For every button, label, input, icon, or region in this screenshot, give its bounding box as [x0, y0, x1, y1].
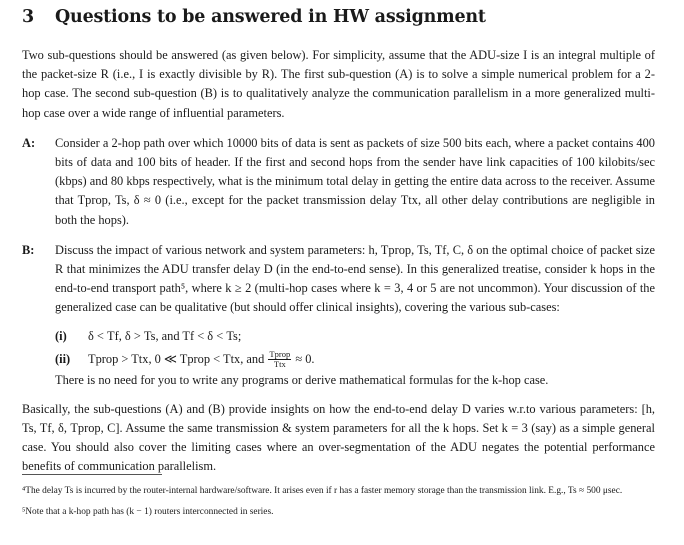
- sub-case-i-text: δ < Tf, δ > Ts, and Tf < δ < Ts;: [88, 328, 242, 343]
- section-number: 3: [22, 7, 34, 27]
- sub-case-ii: [55, 348, 655, 371]
- sub-case-ii-text: Tprop > Ttx, 0 ≪ Tprop < Ttx, and: [88, 351, 265, 366]
- footnote-rule: [22, 474, 162, 475]
- footnote-5: ⁵Note that a k-hop path has (k − 1) routers interconnected in series.: [22, 506, 274, 517]
- question-a: [22, 134, 655, 230]
- question-b-note: There is no need for you to write any programs or derive mathematical formulas for the k-hop case.: [55, 372, 549, 387]
- section-title: Questions to be answered in HW assignment: [55, 7, 486, 27]
- sub-case-i-label: (i): [55, 328, 67, 343]
- sub-case-list: [55, 325, 655, 371]
- question-a-text: Consider a 2-hop path over which 10000 bits of data is sent as packets of size 500 bits each, where a packet contains 400 bits of data and 100 bits of header. If the first and second hops from the sender have link capacities of 100 kilobits/sec (kbps) and 80 kbps respectively, what is the minimum total delay in getting the entire data across to the receiver. Assume that Tprop, Ts, δ ≈ 0 (i.e., except for the packet transmission delay Ttx, all other delay contributions are negligible in both the hops).: [55, 135, 655, 227]
- section-heading: [22, 0, 655, 29]
- sub-case-i: [55, 325, 655, 348]
- question-b-text: Discuss the impact of various network and system parameters: h, Tprop, Ts, Tf, C, δ on the optimal choice of packet size R that minimizes the ADU transfer delay D (in the end-to-end sense). In this generalized treatise, consider k hops in the end-to-end transport path⁵, where k ≥ 2 (multi-hop cases where k = 3, 4 or 5 are not uncommon). Your discussion of the generalized case can be qualitative (but should offer clinical insights), covering the various sub-cases:: [55, 242, 655, 315]
- summary-paragraph: Basically, the sub-questions (A) and (B) provide insights on how the end-to-end delay D varies w.r.to various parameters: [h, Ts, Tf, δ, Tprop, C]. Assume the same transmission & system parameters for all the k hops. Set k = 3 (say) as a simple general case. You should also cover the limiting cases where an over-segmentation of the ADU negates the potential performance benefits of communication parallelism.: [22, 401, 655, 474]
- intro-paragraph: Two sub-questions should be answered (as given below). For simplicity, assume that the ADU-size I is an integral multiple of the packet-size R (i.e., I is exactly divisible by R). The first sub-question (A) is to solve a simple numerical problem for a 2-hop case. The second sub-question (B) is to qualitatively analyze the communication parallelism in a more generalized multi-hop case over a wide range of influential parameters.: [22, 48, 655, 120]
- fraction-numerator: Tprop: [269, 349, 291, 360]
- sub-case-ii-label: (ii): [55, 351, 71, 366]
- question-b-label: B:: [22, 242, 35, 257]
- question-a-label: A:: [22, 135, 36, 150]
- footnote-4: ⁴The delay Ts is incurred by the router-internal hardware/software. It arises even if r has a faster memory storage than the transmission link. E.g., Ts ≈ 500 μsec.: [22, 486, 623, 496]
- sub-case-ii-tail: ≈ 0.: [295, 351, 315, 366]
- fraction-denominator: Ttx: [273, 359, 286, 370]
- question-b: [22, 241, 655, 390]
- tprop-over-ttx-fraction: [268, 350, 291, 369]
- footnotes: [22, 484, 655, 525]
